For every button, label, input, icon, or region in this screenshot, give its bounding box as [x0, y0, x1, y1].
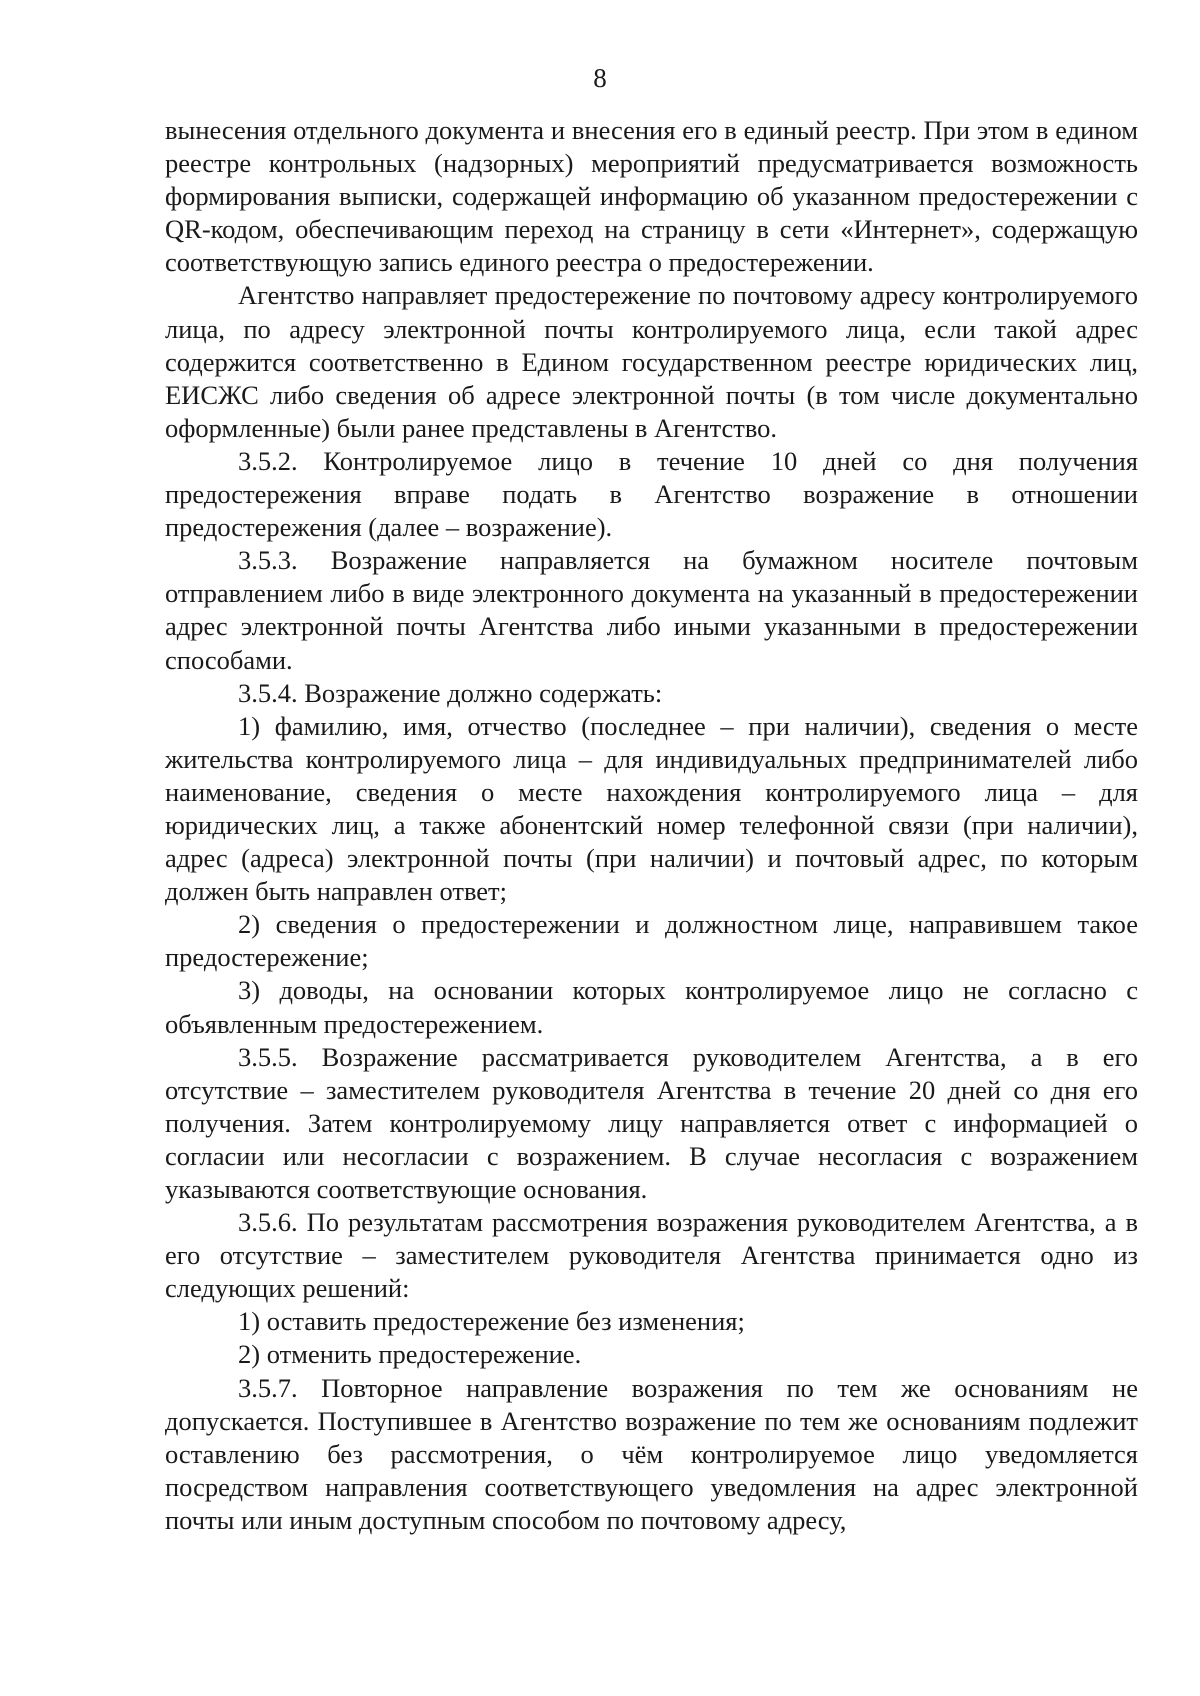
paragraph-3-5-5: 3.5.5. Возражение рассматривается руководителем Агентства, а в его отсутствие – заместителем руководителя Агентства в течение 20 дней со дня его получения. Затем контролируемому лицу направляется ответ с информацией о согласии или несогласии с возражением. В случае несогласия с возражением указываются соответствующие основания. — [165, 1041, 1138, 1204]
list-item-1: 1) фамилию, имя, отчество (последнее – при наличии), сведения о месте жительства контролируемого лица – для индивидуальных предпринимателей либо наименование, сведения о месте нахождения контролируемого лица – для юридических лиц, а также абонентский номер телефонной связи (при наличии), адрес (адреса) электронной почты (при наличии) и почтовый адрес, по которым должен быть направлен ответ; — [165, 710, 1138, 907]
paragraph-3-5-3: 3.5.3. Возражение направляется на бумажном носителе почтовым отправлением либо в виде электронного документа на указанный в предостережении адрес электронной почты Агентства либо иными указанными в предостережении способами. — [165, 545, 1138, 675]
decision-item-1: 1) оставить предостережение без изменения; — [238, 1306, 745, 1337]
paragraph-3-5-7: 3.5.7. Повторное направление возражения по тем же основаниям не допускается. Поступившее в Агентство возражение по тем же основаниям подлежит оставлению без рассмотрения, о чём контролируемое лицо уведомляется посредством направления соответствующего уведомления на адрес электронной почты или иным доступным способом по почтовому адресу, — [165, 1372, 1138, 1535]
paragraph-2: Агентство направляет предостережение по почтовому адресу контролируемого лица, по адресу электронной почты контролируемого лица, если такой адрес содержится соответственно в Едином государственном реестре юридических лиц, ЕИСЖС либо сведения об адресе электронной почты (в том числе документально оформленные) были ранее представлены в Агентство. — [165, 280, 1138, 443]
paragraph-3-5-4: 3.5.4. Возражение должно содержать: — [238, 677, 663, 708]
page-number: 8 — [593, 63, 607, 93]
paragraph-3-5-2: 3.5.2. Контролируемое лицо в течение 10 дней со дня получения предостережения вправе подать в Агентство возражение в отношении предостережения (далее – возражение). — [165, 445, 1138, 543]
list-item-3: 3) доводы, на основании которых контролируемое лицо не согласно с объявленным предостережением. — [165, 975, 1138, 1039]
decision-item-2: 2) отменить предостережение. — [238, 1339, 582, 1370]
paragraph-1: вынесения отдельного документа и внесения его в единый реестр. При этом в едином реестре контрольных (надзорных) мероприятий предусматривается возможность формирования выписки, содержащей информацию об указанном предостережении с QR-кодом, обеспечивающим переход на страницу в сети «Интернет», содержащую соответствующую запись единого реестра о предостережении. — [165, 115, 1138, 278]
paragraph-3-5-6: 3.5.6. По результатам рассмотрения возражения руководителем Агентства, а в его отсутствие – заместителем руководителя Агентства принимается одно из следующих решений: — [165, 1207, 1138, 1304]
list-item-2: 2) сведения о предостережении и должностном лице, направившем такое предостережение; — [165, 909, 1138, 973]
document-body — [165, 114, 1138, 1537]
